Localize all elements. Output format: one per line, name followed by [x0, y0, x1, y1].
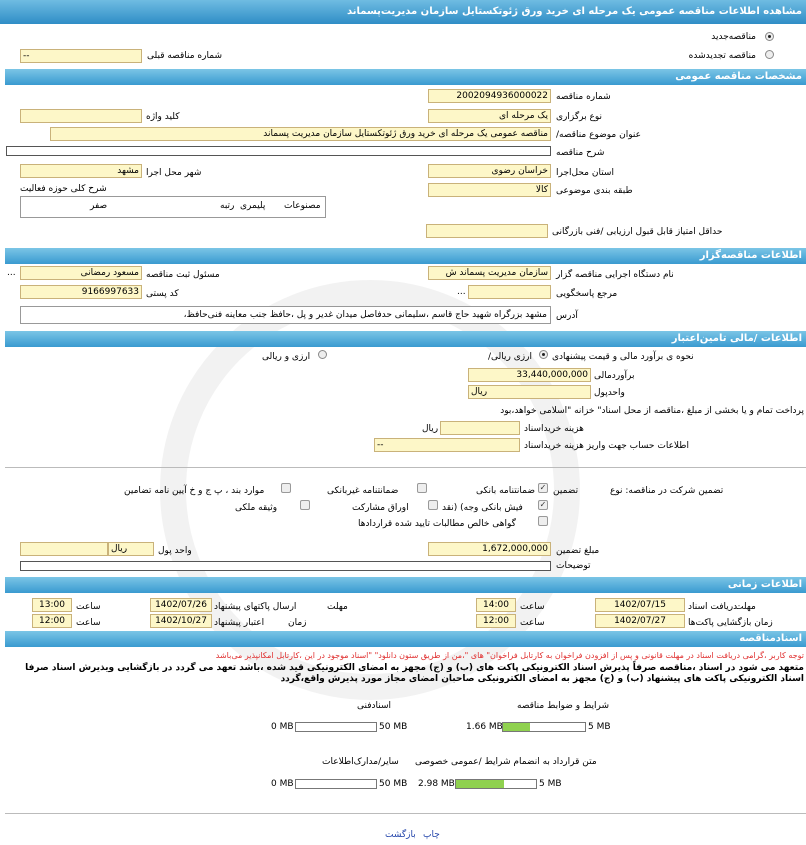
renewed-tender-label: مناقصه تجدیدشده [688, 51, 756, 61]
used-other: 0 MB [271, 779, 294, 789]
org-label: نام دستگاه اجرایی مناقصه گزار [556, 270, 674, 280]
address-field[interactable]: ،مشهد بزرگراه شهید حاج قاسم ،سلیمانی حدفاصل میدان غدیر و پل ،حافظ جنب معاینه فنی‌حافظ [20, 306, 551, 324]
activity-label: شرح کلی حوزه فعالیت [20, 184, 107, 194]
doc-receive-label: دریافت اسناد [688, 602, 738, 612]
doc-receive-date[interactable]: 1402/07/15 [595, 598, 685, 612]
province-field[interactable]: خراسان رضوی [428, 164, 551, 178]
divider [5, 467, 806, 468]
used-conditions: 1.66 MB [466, 722, 503, 732]
subject-label: /عنوان موضوع مناقصه [556, 130, 641, 140]
account-field[interactable]: -- [374, 438, 520, 452]
back-link[interactable]: بازگشت [385, 830, 416, 840]
currency-label: واحدپول [594, 388, 625, 398]
guarantee-opt-bonds: اوراق مشارکت [352, 503, 409, 513]
submit-label: ارسال پاکتهای پیشنهاد [214, 602, 297, 612]
number-label: شماره مناقصه [556, 92, 611, 102]
new-tender-label: مناقصه‌جدید [711, 32, 756, 42]
section-docs: اسنادمناقصه [5, 631, 806, 647]
progress-other [295, 779, 377, 789]
rial-radio[interactable] [539, 350, 548, 359]
submit-time-label: ساعت [76, 602, 101, 612]
subject-field[interactable]: مناقصه عمومی یک مرحله ای خرید ورق ژئوتکستایل سازمان مدیریت پسماند [50, 127, 551, 141]
registrar-dots[interactable]: ... [7, 268, 16, 278]
open-time[interactable]: 12:00 [476, 614, 516, 628]
guarantee-opt-bank: ضمانتنامه بانکی [476, 486, 535, 496]
doc-receive-time-label: ساعت [520, 602, 545, 612]
validity-label: اعتبار پیشنهاد [214, 618, 265, 628]
guarantee-check-clauses[interactable] [281, 483, 291, 493]
hold-type-field[interactable]: یک مرحله ای [428, 109, 551, 123]
validity-time[interactable]: 12:00 [32, 614, 72, 628]
min-score-label: حداقل امتیاز قابل قبول ارزیابی /فنی بازرگانی [552, 227, 723, 237]
postal-field[interactable]: 9166997633 [20, 285, 142, 299]
validity-time-word: زمان [288, 618, 307, 628]
docs-notice: توجه کاربر ،گرامی دریافت اسناد در مهلت قانونی و پس از افزودن فراخوان به کارتابل فراخوان" های "،من از طریق ستون دانلود" "اسناد موجود در این ،کارتابل امکانپذیر می‌باشد [215, 651, 804, 660]
file-label-other: سایر/مدارک‌اطلاعات [322, 757, 399, 767]
province-label: استان محل‌اجرا [556, 168, 614, 178]
progress-contract [455, 779, 537, 789]
open-label: زمان بازگشایی پاکت‌ها [688, 618, 773, 628]
deadline-label-2: مهلت [327, 602, 348, 612]
max-other: 50 MB [379, 779, 408, 789]
min-score-field[interactable] [426, 224, 548, 238]
fx-rial-label: ارزی و ریالی [262, 352, 311, 362]
currency-field[interactable]: ریال [468, 385, 591, 399]
file-label-contract: متن قرارداد به انضمام شرایط /عمومی خصوصی [415, 757, 597, 767]
address-label: آدرس [556, 311, 578, 321]
estimate-type-label: نحوه ی برآورد مالی و قیمت پیشنهادی [552, 352, 694, 362]
progress-technical [295, 722, 377, 732]
file-label-technical: اسنادفنی [357, 701, 392, 711]
guarantee-amount-field[interactable]: 1,672,000,000 [428, 542, 551, 556]
open-time-label: ساعت [520, 618, 545, 628]
guarantee-check-bank[interactable]: ✓ [539, 500, 547, 509]
doc-cost-label: هزینه خریداسناد [524, 424, 584, 434]
ref-dots[interactable]: ... [457, 287, 466, 297]
guarantee-currency-label: واحد پول [158, 546, 192, 556]
doc-cost-currency: ریال [422, 424, 439, 434]
renewed-tender-radio[interactable] [765, 50, 774, 59]
guarantee-check-bonds[interactable] [428, 500, 438, 510]
guarantee-currency-pad [20, 542, 108, 556]
doc-cost-field[interactable] [440, 421, 520, 435]
page-title: مشاهده اطلاعات مناقصه عمومی یک مرحله ای خرید ورق ژئوتکستایل سازمان مدیریت‌پسماند [0, 0, 806, 24]
activity-header-3: رتبه [220, 201, 235, 211]
category-label: طبقه بندی موضوعی [556, 186, 633, 196]
activity-box [20, 196, 326, 218]
deadline-label-1: مهلت [735, 602, 756, 612]
guarantee-opt-clauses: موارد بند ، پ ج و خ آیین نامه تضامین [124, 486, 265, 496]
validity-date[interactable]: 1402/10/27 [150, 614, 212, 628]
estimate-label: برآوردمالی [594, 371, 635, 381]
treasury-note: پرداخت تمام و یا بخشی از مبلغ ،مناقصه از محل اسناد" خزانه "اسلامی خواهد،بود [500, 406, 804, 416]
progress-conditions [502, 722, 586, 732]
new-tender-radio[interactable] [765, 32, 774, 41]
hold-type-label: نوع برگزاری [556, 112, 602, 122]
keyword-label: کلید واژه [146, 112, 180, 122]
org-field[interactable]: سازمان مدیریت پسماند ش [428, 266, 551, 280]
section-general: مشخصات مناقصه عمومی [5, 69, 806, 85]
submit-date[interactable]: 1402/07/26 [150, 598, 212, 612]
estimate-field[interactable]: 33,440,000,000 [468, 368, 591, 382]
doc-receive-time[interactable]: 14:00 [476, 598, 516, 612]
city-field[interactable]: مشهد [20, 164, 142, 178]
section-finance: اطلاعات /مالی تامین‌اعتبار [5, 331, 806, 347]
guarantee-check-nonbank[interactable] [417, 483, 427, 493]
open-date[interactable]: 1402/07/27 [595, 614, 685, 628]
guarantee-check-claims[interactable] [538, 516, 548, 526]
notes-field[interactable] [20, 561, 551, 571]
guarantee-opt-cash: فیش بانکی وجه) (نقد [442, 503, 523, 513]
description-field[interactable] [6, 146, 551, 156]
validity-time-label: ساعت [76, 618, 101, 628]
description-label: شرح مناقصه [556, 148, 605, 158]
max-conditions: 5 MB [588, 722, 611, 732]
fx-rial-radio[interactable] [318, 350, 327, 359]
section-organizer: اطلاعات مناقصه‌گزار [5, 248, 806, 264]
max-contract: 5 MB [539, 779, 562, 789]
section-timing: اطلاعات زمانی [5, 577, 806, 593]
registrar-field[interactable]: مسعود رمضانی [20, 266, 142, 280]
keyword-field[interactable] [20, 109, 142, 123]
account-label: اطلاعات حساب جهت واریز هزینه خریداسناد [524, 441, 689, 451]
guarantee-opt-main: تضمین [553, 486, 579, 496]
activity-header-1: مصنوعات [284, 201, 321, 211]
used-contract: 2.98 MB [418, 779, 455, 789]
guarantee-check-main[interactable]: ✓ [539, 483, 547, 492]
guarantee-opt-nonbank: ضمانتنامه غیربانکی [327, 486, 399, 496]
number-field[interactable]: 2002094936000022 [428, 89, 551, 103]
prev-number-field[interactable]: -- [20, 49, 142, 63]
guarantee-amount-label: مبلغ تضمین [556, 546, 600, 556]
activity-rank: صفر [90, 201, 108, 211]
guarantee-currency-field[interactable]: ریال [108, 542, 154, 556]
max-technical: 50 MB [379, 722, 408, 732]
submit-time[interactable]: 13:00 [32, 598, 72, 612]
registrar-label: مسئول ثبت مناقصه [146, 270, 220, 280]
guarantee-check-property[interactable] [300, 500, 310, 510]
ref-label: مرجع پاسخگویی [556, 289, 618, 299]
footer-divider [5, 813, 806, 814]
guarantee-opt-claims: گواهی خالص مطالبات تایید شده قراردادها [358, 519, 516, 529]
postal-label: کد پستی [146, 289, 179, 299]
guarantee-opt-property: وثیقه ملکی [235, 503, 278, 513]
prev-number-label: شماره مناقصه قبلی [147, 51, 222, 61]
ref-field[interactable] [468, 285, 551, 299]
print-link[interactable]: چاپ [423, 830, 440, 840]
rial-label: /ارزی ریالی [488, 352, 532, 362]
file-label-conditions: شرایط و ضوابط مناقصه [517, 701, 610, 711]
activity-header-2: پلیمری [240, 201, 266, 211]
guarantee-type-label: تضمین شرکت در مناقصه: نوع [610, 486, 724, 496]
category-field[interactable]: کالا [428, 183, 551, 197]
city-label: شهر محل اجرا [146, 168, 202, 178]
docs-commitment: متعهد می شود در اسناد ،مناقصه صرفاً پذیرش اسناد الکترونیکی پاکت های (ب) و (ج) مجهز به امضای الکترونیکی قید شده ،باشد تعهد می گردد در بازگشایی ویذیرش اسناد صرفا اسناد الکترونیکی پاکت های پیشنهاد (ب) و (ج) مجهز به امضای الکترونیکی صاحبان امضای مجاز مورد پذیرش واقع،گردد [25, 663, 804, 684]
notes-label: توضیحات [556, 561, 591, 571]
used-technical: 0 MB [271, 722, 294, 732]
